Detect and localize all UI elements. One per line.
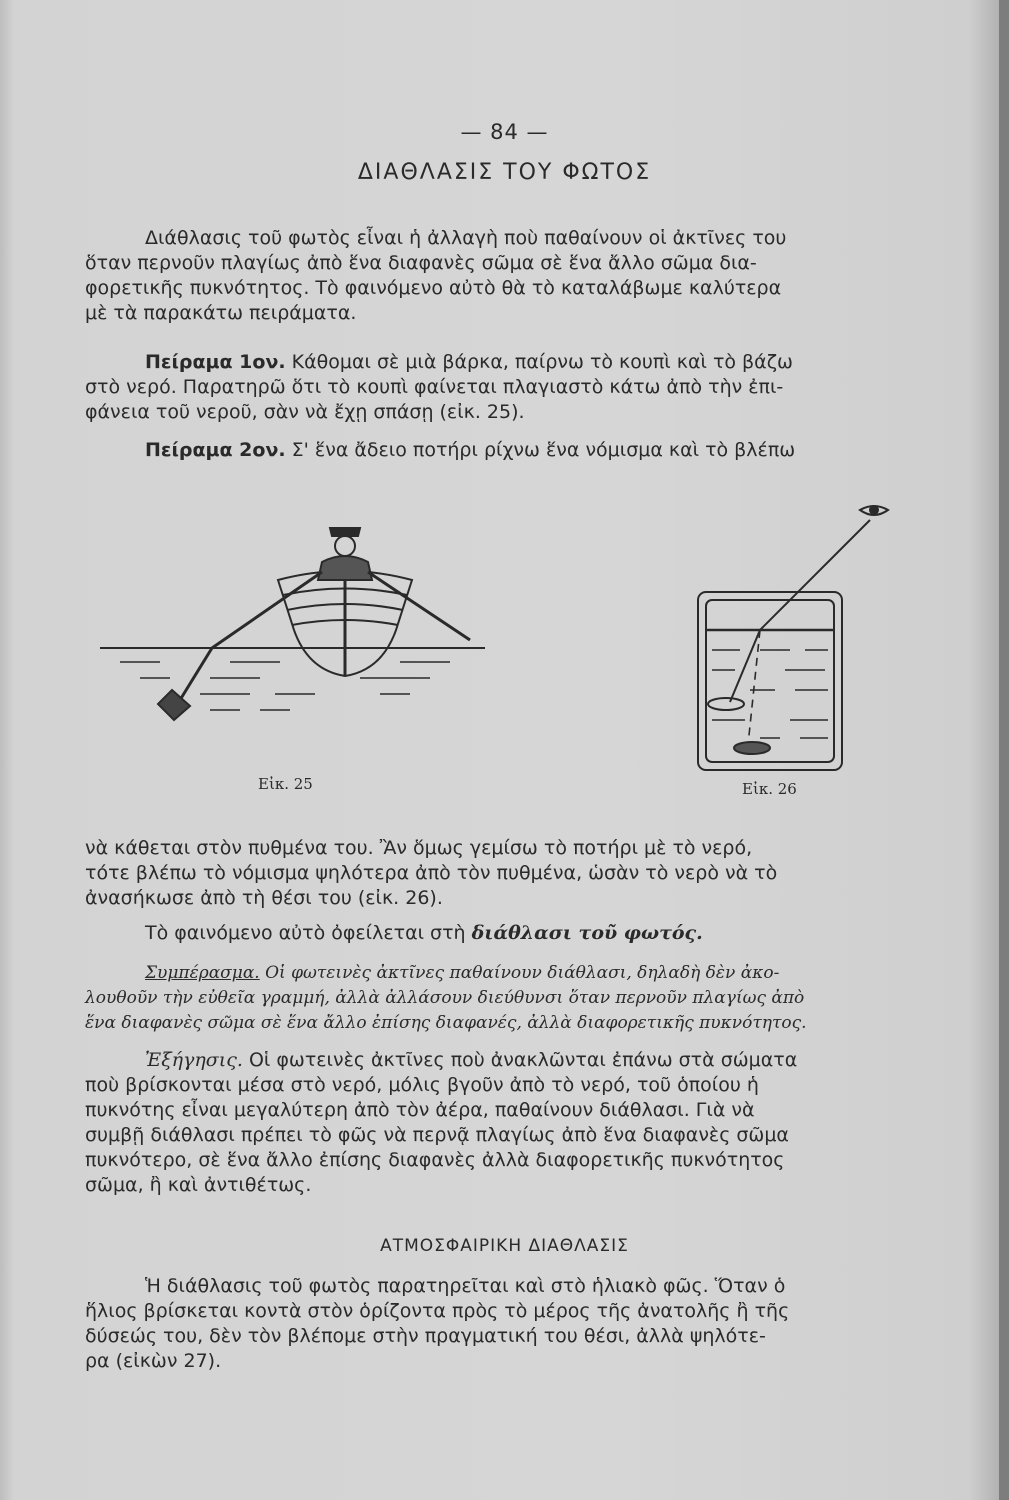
rower-head [335, 536, 355, 556]
experiment-1-line: φάνεια τοῦ νεροῦ, σὰν νὰ ἔχῃ σπάσῃ (εἰκ. 25). [85, 401, 525, 423]
figure-26-caption: Εἰκ. 26 [742, 780, 797, 798]
continuation-line: ἀνασήκωσε ἀπὸ τὴ θέσι του (εἰκ. 26). [85, 887, 443, 909]
light-ray-air [760, 520, 870, 630]
experiment-2 [85, 438, 905, 463]
oar-below-water [180, 648, 212, 700]
atmospheric-line: ρα (εἰκὼν 27). [85, 1350, 222, 1372]
intro-line: μὲ τὰ παρακάτω πειράματα. [85, 302, 357, 324]
intro-line: φορετικῆς πυκνότητος. Τὸ φαινόμενο αὐτὸ θὰ τὸ καταλάβωμε καλύτερα [85, 277, 782, 299]
continuation-paragraph [85, 836, 905, 911]
chapter-title: ΔΙΑΘΛΑΣΙΣ ΤΟΥ ΦΩΤΟΣ [357, 160, 652, 185]
figure-26-glass-illustration [690, 480, 910, 780]
continuation-line: τότε βλέπω τὸ νόμισμα ψηλότερα ἀπὸ τὸν πυθμένα, ὡσὰν τὸ νερὸ νὰ τὸ [85, 862, 778, 884]
page-edge [999, 0, 1009, 1500]
explanation-line: συμβῇ διάθλασι πρέπει τὸ φῶς νὰ περνᾷ πλαγίως ἀπὸ ἕνα διαφανὲς σῶμα [85, 1124, 789, 1146]
intro-line: Διάθλασις τοῦ φωτὸς εἶναι ἡ ἀλλαγὴ ποὺ παθαίνουν οἱ ἀκτῖνες του [145, 227, 787, 249]
cause-paragraph [85, 921, 905, 946]
cause-term: διάθλασι τοῦ φωτός. [471, 922, 703, 944]
explanation-line: ποὺ βρίσκονται μέσα στὸ νερό, μόλις βγοῦν ἀπὸ τὸ νερό, τοῦ ὁποίου ἡ [85, 1074, 759, 1096]
cause-text: Τὸ φαινόμενο αὐτὸ ὀφείλεται στὴ [145, 922, 472, 944]
experiment-2-text: Σ' ἕνα ἄδειο ποτήρι ρίχνω ἕνα νόμισμα καὶ τὸ βλέπω [285, 439, 796, 461]
conclusion-label: Συμπέρασμα. [145, 963, 260, 983]
experiment-1-line: στὸ νερό. Παρατηρῶ ὅτι τὸ κουπὶ φαίνεται πλαγιαστὸ κάτω ἀπὸ τὴν ἐπι- [85, 376, 784, 398]
experiment-1-text: Κάθομαι σὲ μιὰ βάρκα, παίρνω τὸ κουπὶ καὶ τὸ βάζω [285, 351, 793, 373]
explanation-label: Ἐξήγησις. [145, 1049, 243, 1071]
conclusion-paragraph [85, 961, 905, 1036]
atmospheric-line: δύσεώς του, δὲν τὸν βλέπομε στὴν πραγματική του θέσι, ἀλλὰ ψηλότε- [85, 1325, 766, 1347]
experiment-1 [85, 350, 905, 425]
explanation-first-line [85, 1048, 905, 1073]
coin-apparent [708, 698, 744, 710]
water-dashes [712, 650, 828, 738]
explanation-paragraph [85, 1048, 905, 1198]
figure-25-boat-illustration [100, 500, 500, 750]
conclusion-line: λουθοῦν τὴν εὐθεῖα γραμμή, ἀλλὰ ἀλλάσουν διεύθυνσι ὅταν περνοῦν πλαγίως ἀπὸ [85, 988, 805, 1008]
continuation-line: νὰ κάθεται στὸν πυθμένα του. Ἂν ὅμως γεμίσω τὸ ποτήρι μὲ τὸ νερό, [85, 837, 753, 859]
section-subtitle: ΑΤΜΟΣΦΑΙΡΙΚΗ ΔΙΑΘΛΑΣΙΣ [380, 1236, 629, 1256]
conclusion-first-line [85, 961, 905, 986]
atmospheric-paragraph [85, 1274, 905, 1374]
light-ray-real [748, 630, 760, 745]
explanation-line: σῶμα, ἢ καὶ ἀντιθέτως. [85, 1174, 312, 1196]
experiment-2-label: Πείραμα 2ον. [145, 439, 286, 461]
explanation-line: πυκνότης εἶναι μεγαλύτερη ἀπὸ τὸν ἀέρα, παθαίνουν διάθλασι. Γιὰ νὰ [85, 1099, 755, 1121]
explanation-text: Οἱ φωτεινὲς ἀκτῖνες ποὺ ἀνακλῶνται ἐπάνω στὰ σώματα [242, 1049, 798, 1071]
experiment-1-first-line [85, 350, 905, 375]
intro-line: ὅταν περνοῦν πλαγίως ἀπὸ ἕνα διαφανὲς σῶμα σὲ ἕνα ἄλλο σῶμα δια- [85, 252, 757, 274]
intro-paragraph [85, 226, 905, 326]
explanation-line: πυκνότερο, σὲ ἕνα ἄλλο ἐπίσης διαφανὲς ἀλλὰ διαφορετικῆς πυκνότητος [85, 1149, 785, 1171]
atmospheric-line: ἥλιος βρίσκεται κοντὰ στὸν ὁρίζοντα πρὸς τὸ μέρος τῆς ἀνατολῆς ἢ τῆς [85, 1300, 790, 1322]
coin-real [734, 742, 770, 754]
cause-line [85, 921, 905, 946]
page-number: — 84 — [460, 120, 549, 144]
rower-cap [330, 528, 360, 536]
experiment-1-label: Πείραμα 1ον. [145, 351, 286, 373]
oar-above-water [212, 572, 322, 648]
figure-25-caption: Εἰκ. 25 [258, 775, 313, 793]
light-ray-apparent [730, 630, 760, 702]
conclusion-line: ἕνα διαφανὲς σῶμα σὲ ἕνα ἄλλο ἐπίσης διαφανές, ἀλλὰ διαφορετικῆς πυκνότητος. [85, 1013, 807, 1033]
atmospheric-line: Ἡ διάθλασις τοῦ φωτὸς παρατηρεῖται καὶ στὸ ἡλιακὸ φῶς. Ὅταν ὁ [145, 1275, 786, 1297]
experiment-2-line [85, 438, 905, 463]
conclusion-text: Οἱ φωτεινὲς ἀκτῖνες παθαίνουν διάθλασι, δηλαδὴ δὲν ἀκο- [259, 963, 780, 983]
